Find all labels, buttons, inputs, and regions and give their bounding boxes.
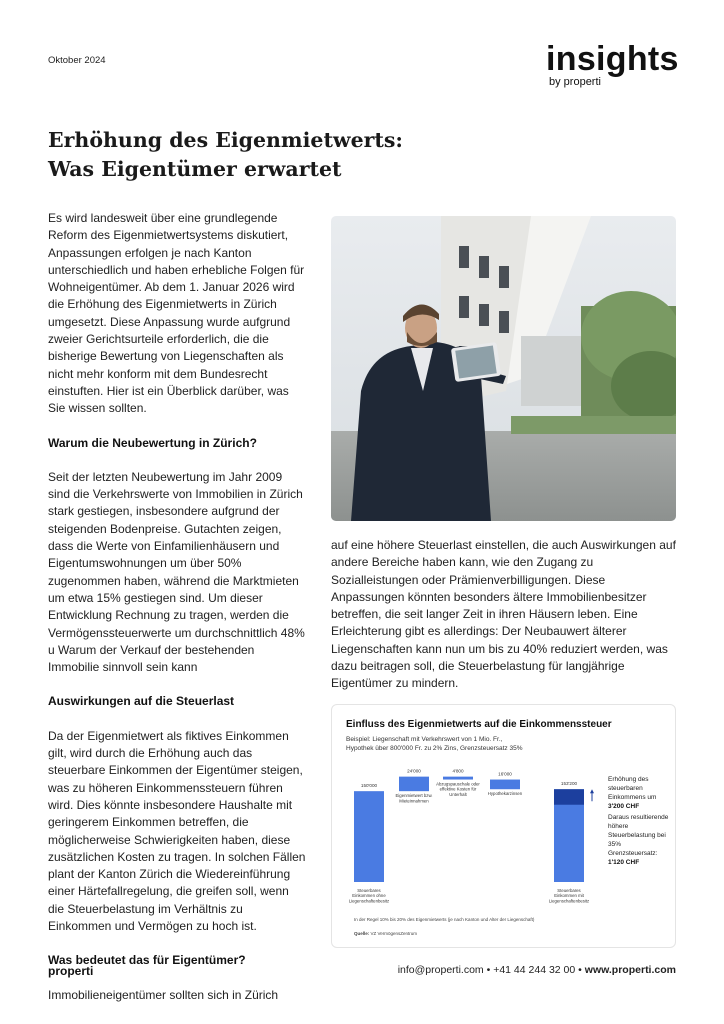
brand-logo-main: insights: [546, 40, 679, 78]
paragraph-eigentuemer-continued: auf eine höhere Steuerlast einstellen, die auch Auswirkungen auf andere Bereiche haben kann, wie den Zugang zu Sozialleistungen oder Prämienverbilligungen. Diese Anpassungen könnten besonders ältere Immobilienbesitzer betreffen, die seit langer Zeit in ihren Häusern leben. Eine Erleichterung gibt es allerdings: Der Neubauwert älterer Liegenschaften kann nun um bis zu 40% reduziert werden, was dazu beitragen soll, die Steuerbelastung für langjährige Eigentümer zu mindern.: [331, 538, 676, 691]
annotation-tax-value: 1'120 CHF: [608, 859, 640, 866]
chart-subtitle-line-2: Hypothek über 800'000 Fr. zu 2% Zins, Grenzsteuersatz 35%: [346, 745, 523, 752]
brand-logo-sub: by properti: [549, 76, 601, 88]
bar-imputed-rent-value-label: 24'000: [407, 768, 421, 774]
chart-title: Einfluss des Eigenmietwerts auf die Einkommenssteuer: [346, 719, 612, 730]
section-heading-steuerlast: Auswirkungen auf die Steuerlast: [48, 694, 235, 709]
issue-date: Oktober 2024: [48, 55, 106, 66]
article-photo: [331, 216, 676, 521]
bar-mortgage-interest: [490, 780, 520, 790]
section-heading-neubewertung: Warum die Neubewertung in Zürich?: [48, 435, 257, 450]
footer-phone[interactable]: +41 44 244 32 00: [493, 964, 576, 976]
page-title-line-1: Erhöhung des Eigenmietwerts:: [48, 128, 403, 152]
chart-source-name: VZ VermögensZentrum: [370, 931, 418, 936]
page-title: [48, 126, 428, 184]
category-label-3-line-2: effektive Kosten für: [439, 786, 477, 792]
paragraph-eigentuemer-start: Immobilieneigentümer sollten sich in Zürich: [48, 987, 279, 1002]
page-title-line-2: Was Eigentümer erwartet: [48, 157, 342, 181]
paragraph-neubewertung: Seit der letzten Neubewertung im Jahr 2009 sind die Verkehrswerte von Immobilien in Zürich stark gestiegen, insbesondere aufgrund der steigenden Bodenpreise. Gutachten zeigen, dass die Werte von Einfamilienhäusern und Eigentumswohnungen um über 50% zugenommen haben, während die Marktmieten um etwa 15% gestiegen sind. Um dieser Entwicklung Rechnung zu tragen, werden die Vermögenssteuerwerte um durchschnittlich 48% u Warum der Verkauf der bestehenden Immobilie sinnvoll sein kann: [48, 469, 305, 675]
annotation-tax-text: Daraus resultierende höhere Steuerbelastung bei 35% Grenzsteuersatz:: [608, 814, 669, 857]
category-label-3-line-3: Unterhalt: [449, 791, 467, 797]
category-label-1-line-1: Steuerbares: [357, 888, 381, 893]
chart-source-label: Quelle:: [354, 931, 370, 936]
category-label-5-line-3: Liegenschaftenbesitz: [548, 898, 590, 904]
chart-source: [354, 931, 417, 936]
chart-subtitle-line-1: Beispiel: Liegenschaft mit Verkehrswert von 1 Mio. Fr.,: [346, 736, 503, 743]
category-label-4-line-1: Hypothekarzinsen: [487, 791, 523, 797]
footer-contact: [398, 964, 676, 976]
bar-income-without-property-value-label: 150'000: [360, 783, 378, 789]
section-heading-eigentuemer: Was bedeutet das für Eigentümer?: [48, 953, 246, 968]
footer-website[interactable]: www.properti.com: [584, 964, 676, 976]
footer-brand[interactable]: properti: [48, 964, 94, 978]
increase-arrow-head: [590, 789, 594, 793]
bar-income-with-property-value-label: 153'200: [560, 781, 578, 787]
footer-separator-1: •: [486, 964, 491, 976]
photo-man-with-tablet: [331, 216, 676, 521]
category-label-1-line-3: Liegenschaftenbesitz: [348, 898, 390, 904]
category-label-2-line-1: Eigenmietwert bzw.: [395, 793, 433, 799]
bar-maintenance-deduction-value-label: 4'800: [452, 768, 464, 774]
category-label-2-line-2: Mieteinnahmen: [399, 798, 429, 804]
bar-maintenance-deduction: [443, 777, 473, 780]
bar-income-increase-segment: [554, 789, 584, 805]
annotation-increase-text: Erhöhung des steuerbaren Einkommens um: [608, 776, 657, 801]
chart-card: [331, 704, 676, 948]
intro-paragraph: Es wird landesweit über eine grundlegende Reform des Eigenmietwertsystems diskutiert, Anpassungen erfolgen je nach Kanton unterschiedlich und haben erhebliche Folgen für Wohneigentümer. Ab dem 1. Januar 2026 wird die Erhöhung des Eigenmietwerts in Zürich umgesetzt. Diese Anpassung wurde aufgrund zweier Gerichtsurteile erforderlich, die die bisherige Bewertung von Liegenschaften als nicht mehr konform mit dem Bundesrecht einstuften. Hier ist ein Überblick darüber, was Sie wissen sollten.: [48, 211, 305, 416]
chart-annotation-tax: [608, 813, 670, 867]
article-right-column: [331, 537, 676, 693]
bar-imputed-rent: [399, 777, 429, 792]
category-label-5-line-2: Einkommen mit: [554, 893, 584, 899]
footer-email[interactable]: info@properti.com: [397, 964, 484, 976]
paragraph-steuerlast: Da der Eigenmietwert als fiktives Einkommen gilt, wird durch die Erhöhung auch das steuerbare Einkommen der Eigentümer steigen, was zu höheren Einkommenssteuern führen wird. Dies könnte insbesondere Haushalte mit geringerem Einkommen betreffen, die möglicherweise Schwierigkeiten haben, diese zusätzlichen Kosten zu tragen. In solchen Fällen plant der Kanton Zürich die Wiedereinführung einer Härtefallregelung, die greifen soll, wenn die Steuerbelastung im Verhältnis zu Einkommen und Vermögen zu hoch ist.: [48, 728, 306, 933]
footer-separator-2: •: [578, 964, 582, 976]
bar-mortgage-interest-value-label: 16'000: [498, 771, 512, 777]
category-label-5-line-1: Steuerbares: [557, 888, 581, 893]
chart-footnote: In der Regel 10% bis 20% des Eigenmietwerts (je nach Kanton und Alter der Liegenschaft): [354, 917, 535, 922]
category-label-3-line-1: Abzugspauschale oder: [436, 781, 480, 787]
bar-income-without-property: [354, 791, 384, 882]
annotation-increase-value: 3'200 CHF: [608, 803, 640, 810]
category-label-1-line-2: Einkommen ohne: [352, 893, 386, 899]
brand-logo[interactable]: [546, 40, 679, 88]
chart-annotation-increase: [608, 775, 670, 811]
article-left-column: [48, 210, 306, 1021]
